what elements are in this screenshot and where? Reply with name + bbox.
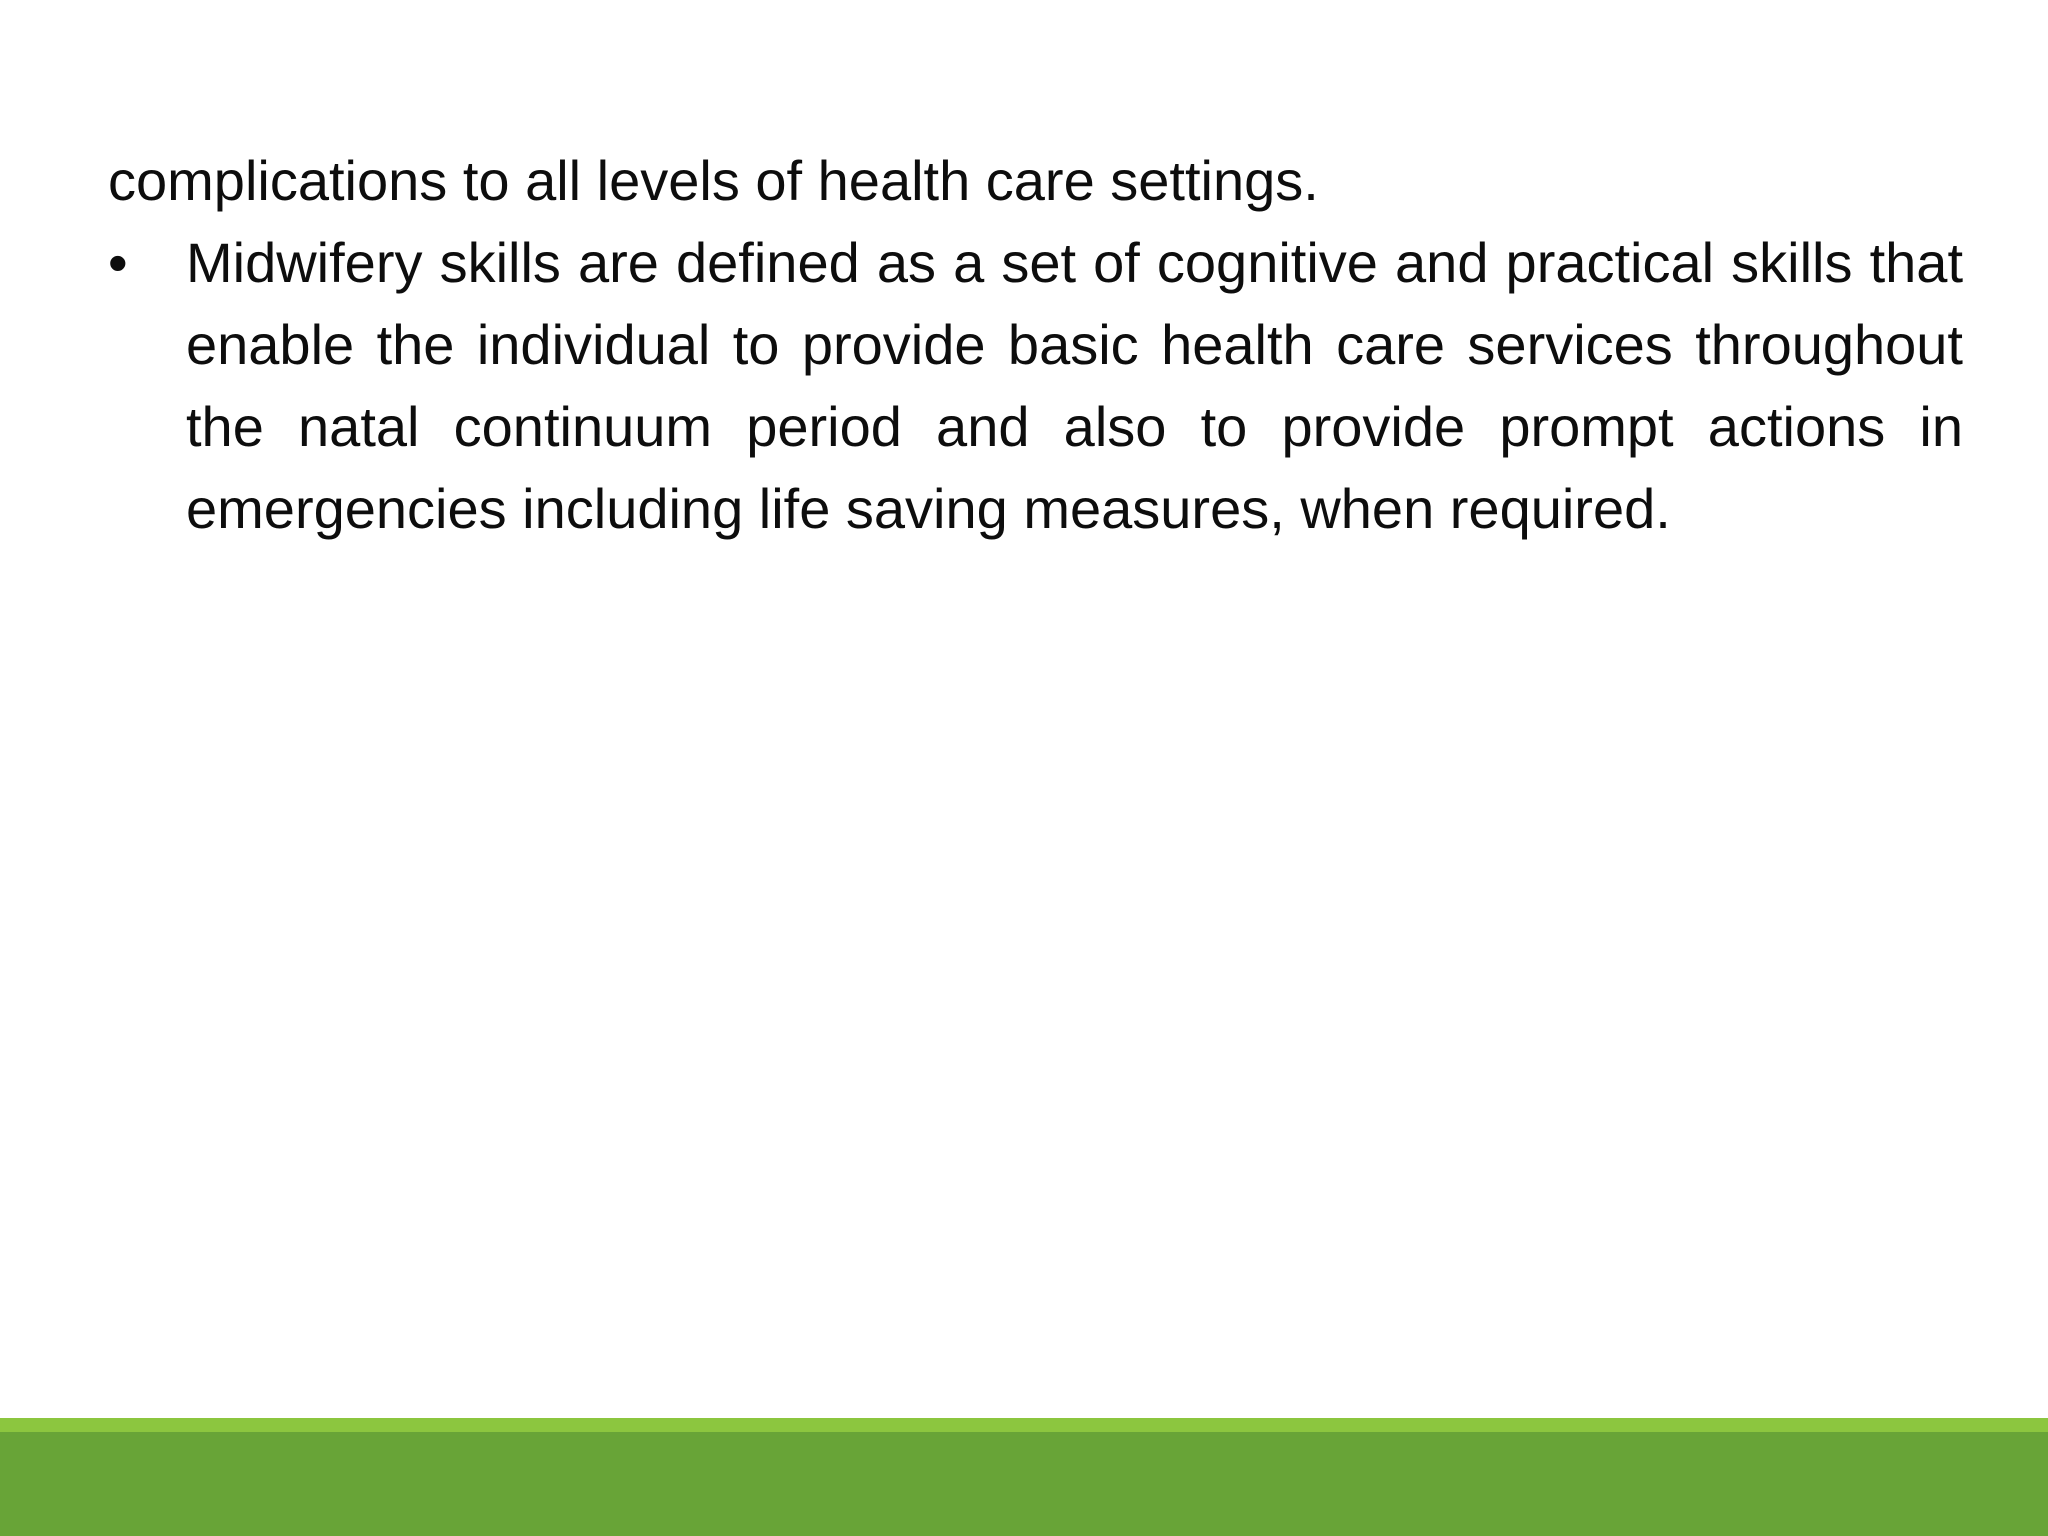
footer-stripe-light [0,1418,2048,1432]
bullet-item [108,222,1963,550]
footer-stripe-main [0,1432,2048,1536]
bullet-marker: • [108,231,128,294]
bullet-text: Midwifery skills are defined as a set of cognitive and practical skills that enable the individual to provide basic health care services throughout the natal continuum period and also to provide prompt actions in emergencies including life saving measures, when required. [186,231,1963,540]
footer-band [0,1418,2048,1536]
slide-body [108,140,1963,550]
continued-text: complications to all levels of health care settings. [108,149,1319,212]
